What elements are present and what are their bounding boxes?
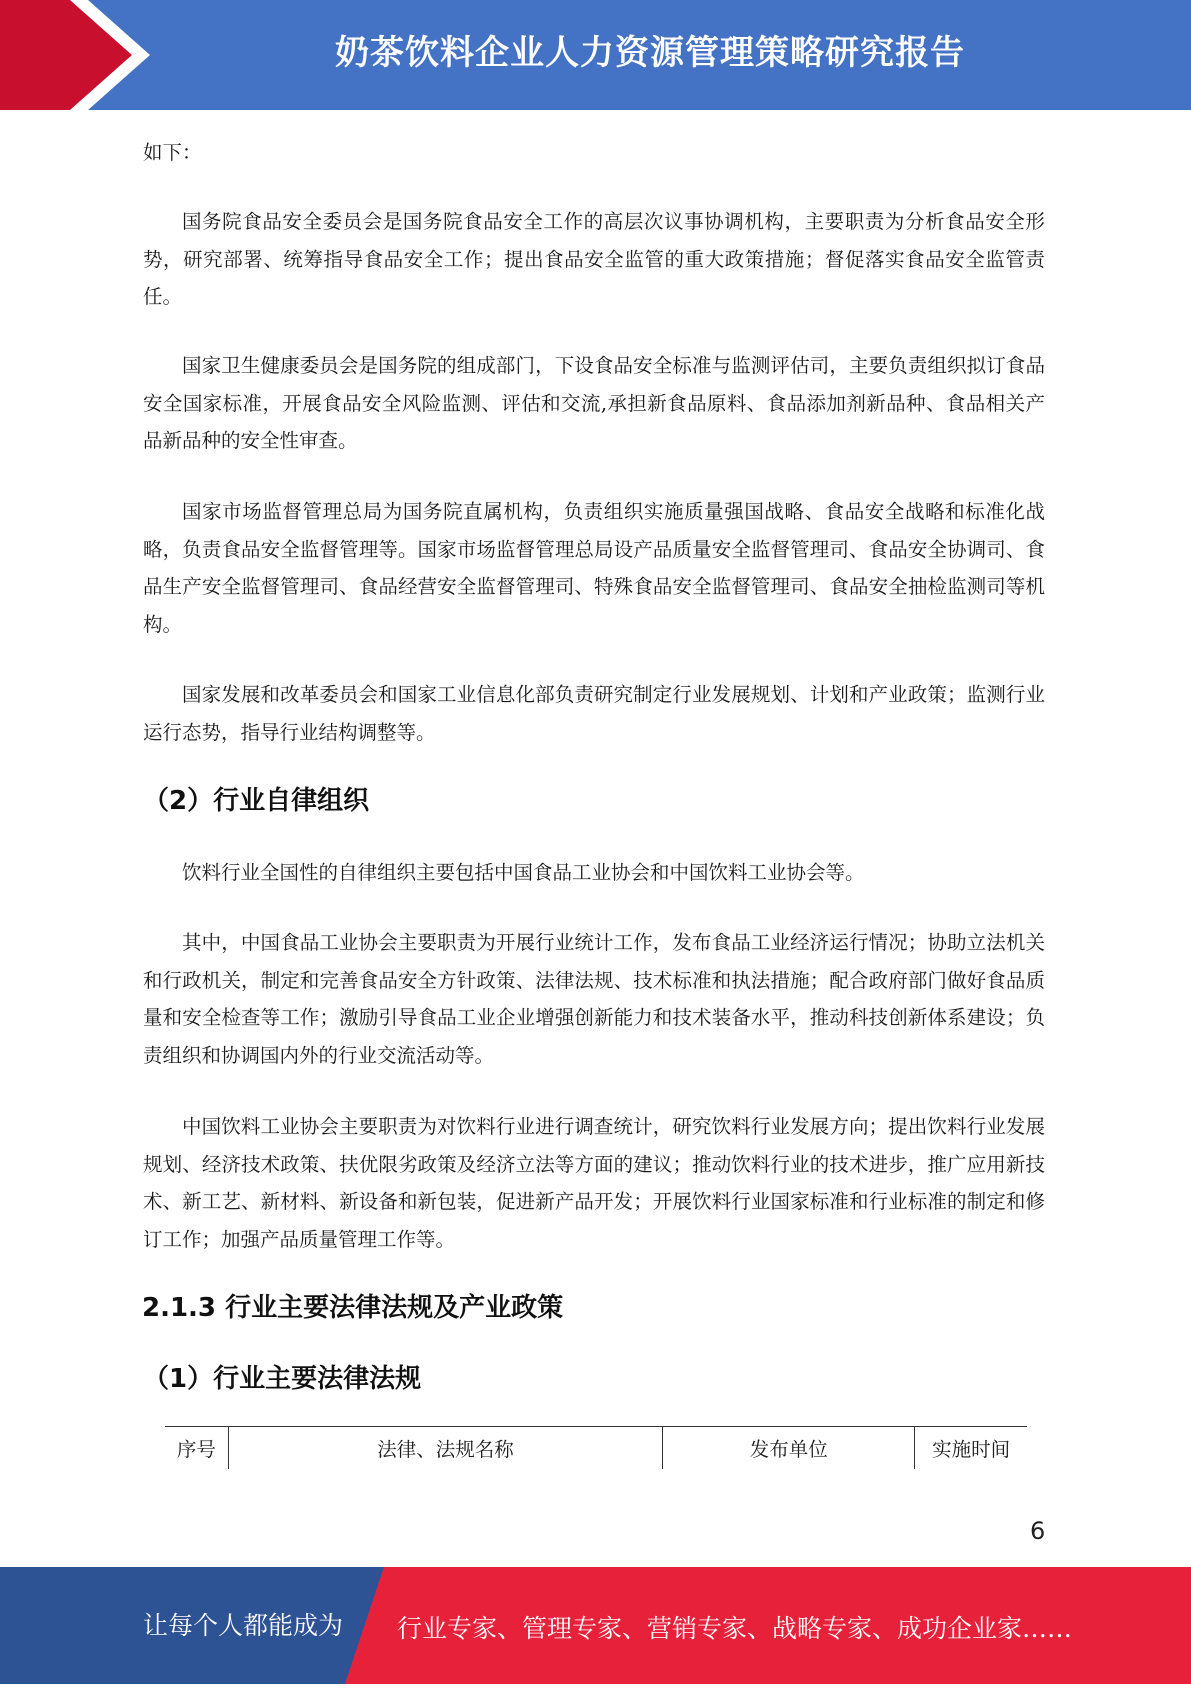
page-number: 6 [1030, 1517, 1046, 1545]
table-header-cell: 发布单位 [663, 1427, 915, 1470]
table-header-cell: 法律、法规名称 [228, 1427, 662, 1470]
heading-main-laws: （1）行业主要法律法规 [143, 1364, 422, 1394]
paragraph-development-reform: 国家发展和改革委员会和国家工业信息化部负责研究制定行业发展规划、计划和产业政策；监测行业运行态势，指导行业结构调整等。 [143, 683, 1045, 744]
paragraph-food-industry-association: 其中，中国食品工业协会主要职责为开展行业统计工作，发布食品工业经济运行情况；协助立法机关和行政机关，制定和完善食品安全方针政策、法律法规、技术标准和执法措施；配合政府部门做好食品质量和安全检查等工作；激励引导食品工业企业增强创新能力和技术装备水平，推动科技创新体系建设；负责组织和协调国内外的行业交流活动等。 [143, 931, 1045, 1067]
paragraph-beverage-association: 中国饮料工业协会主要职责为对饮料行业进行调查统计，研究饮料行业发展方向；提出饮料行业发展规划、经济技术政策、扶优限劣政策及经济立法等方面的建议；推动饮料行业的技术进步，推广应用新技术、新工艺、新材料、新设备和新包装，促进新产品开发；开展饮料行业国家标准和行业标准的制定和修订工作；加强产品质量管理工作等。 [143, 1115, 1045, 1251]
footer-slogan-right: 行业专家、管理专家、营销专家、战略专家、成功企业家…… [397, 1614, 1073, 1643]
footer-banner [0, 1567, 1191, 1684]
header-banner [0, 0, 1191, 110]
table-header-cell: 实施时间 [915, 1427, 1027, 1470]
paragraph-health-commission: 国家卫生健康委员会是国务院的组成部门，下设食品安全标准与监测评估司，主要负责组织拟订食品安全国家标准，开展食品安全风险监测、评估和交流,承担新食品原料、食品添加剂新品种、食品相关产品新品种的安全性审查。 [143, 354, 1045, 452]
laws-table [165, 1426, 1027, 1469]
paragraph-food-safety-committee: 国务院食品安全委员会是国务院食品安全工作的高层次议事协调机构，主要职责为分析食品安全形势，研究部署、统筹指导食品安全工作；提出食品安全监管的重大政策措施；督促落实食品安全监管责任。 [143, 210, 1045, 308]
heading-self-regulation: （2）行业自律组织 [143, 786, 370, 816]
table-header-cell: 序号 [165, 1427, 228, 1470]
paragraph-market-regulation: 国家市场监督管理总局为国务院直属机构，负责组织实施质量强国战略、食品安全战略和标准化战略，负责食品安全监督管理等。国家市场监督管理总局设产品质量安全监督管理司、食品安全协调司、食品生产安全监督管理司、食品经营安全监督管理司、特殊食品安全监督管理司、食品安全抽检监测司等机构。 [143, 500, 1045, 636]
footer-slogan-left: 让每个人都能成为 [143, 1611, 344, 1640]
heading-section-2-1-3: 2.1.3 行业主要法律法规及产业政策 [142, 1293, 564, 1323]
paragraph-self-regulation-intro: 饮料行业全国性的自律组织主要包括中国食品工业协会和中国饮料工业协会等。 [182, 861, 865, 884]
report-title: 奶茶饮料企业人力资源管理策略研究报告 [335, 33, 965, 73]
table-header-row [165, 1427, 1027, 1470]
intro-text: 如下： [143, 141, 202, 164]
